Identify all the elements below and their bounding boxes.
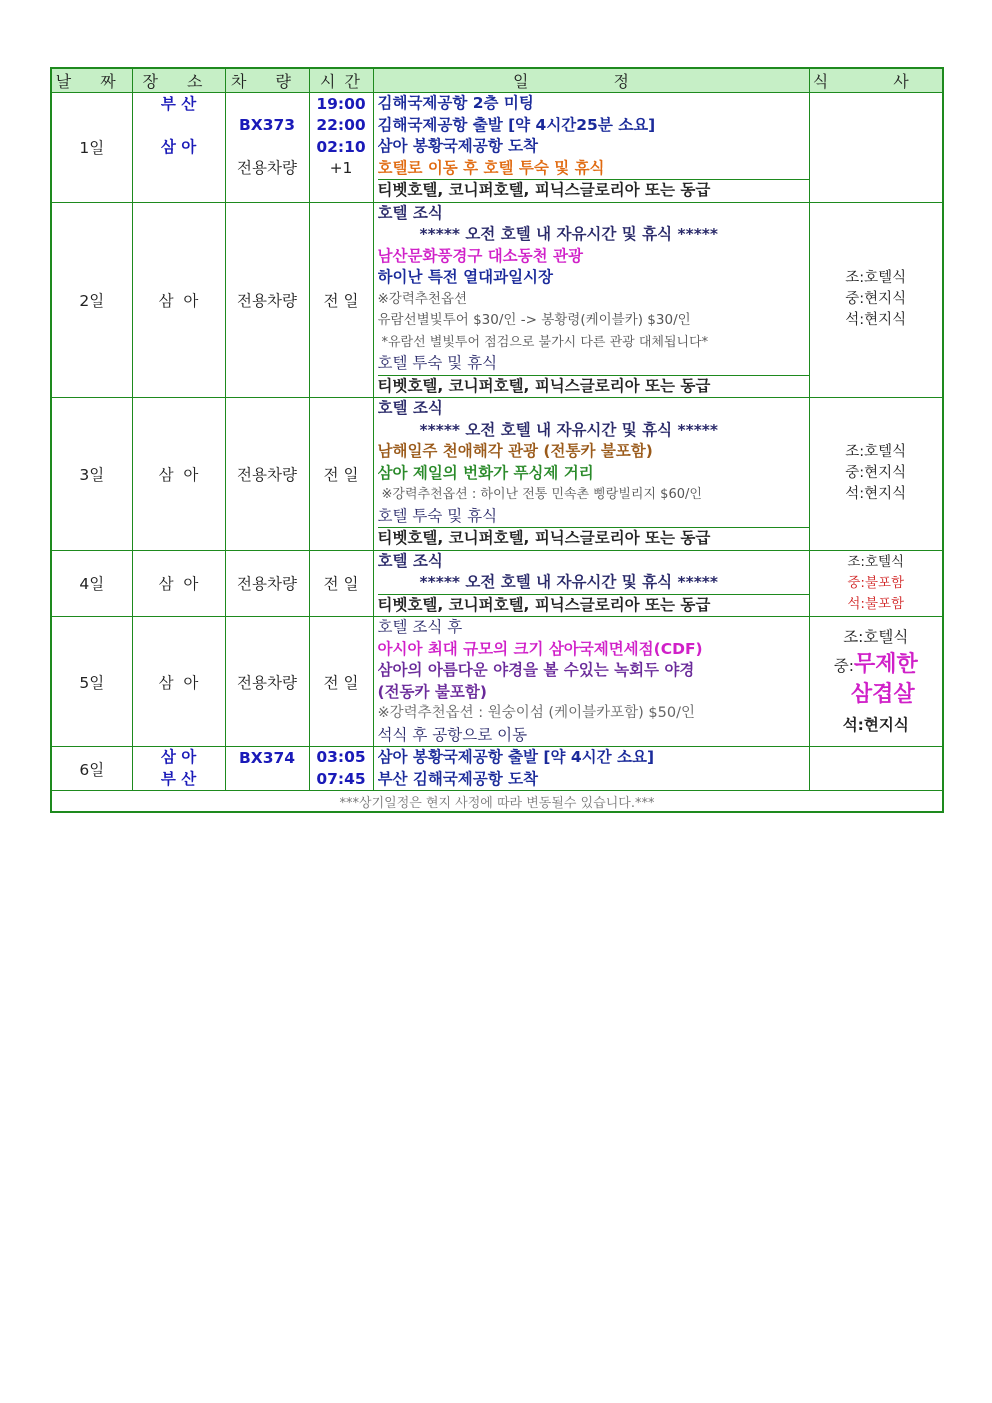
meal-lunch: 중:현지식	[845, 291, 907, 308]
meal-lunch-highlight-2: 삼겹살	[850, 681, 915, 707]
schedule-line: ※강력추천옵션	[377, 290, 468, 307]
vehicle-cell: BX374	[225, 747, 309, 791]
vehicle-cell: 전용차량	[225, 398, 309, 551]
vehicle-cell: 전용차량	[225, 202, 309, 398]
schedule-line: 김해국제공항 출발 [약 4시간25분 소요]	[377, 115, 656, 134]
meal-cell	[809, 747, 943, 791]
schedule-line: 호텔 조식	[377, 203, 443, 222]
schedule-line: 유람선별빛투어 $30/인 -> 봉황령(케이블카) $30/인	[377, 312, 691, 328]
hotel-line: 티벳호텔, 코니퍼호텔, 피닉스글로리아 또는 동급	[378, 594, 809, 617]
header-time: 시 간	[309, 68, 373, 93]
header-date: 날 짜	[51, 68, 132, 93]
day-cell: 2일	[51, 202, 132, 398]
meal-lunch	[810, 650, 943, 680]
meal-cell	[809, 398, 943, 551]
vehicle-line: BX373	[238, 116, 296, 134]
schedule-line: 삼아 봉황국제공항 출발 [약 4시간 소요]	[377, 748, 655, 766]
place-line	[133, 158, 225, 180]
meal-breakfast: 조:호텔식	[843, 627, 909, 646]
meal-cell	[809, 550, 943, 617]
meal-cell	[809, 617, 943, 747]
time-cell	[309, 93, 373, 203]
header-row	[51, 68, 943, 93]
schedule-cell	[373, 550, 809, 617]
schedule-line: 부산 김해국제공항 도착	[377, 769, 539, 788]
day-row-4	[51, 550, 943, 617]
day-cell: 4일	[51, 550, 132, 617]
time-cell: 전 일	[309, 550, 373, 617]
meal-cell	[809, 202, 943, 398]
schedule-line: ***** 오전 호텔 내 자유시간 및 휴식 *****	[419, 573, 719, 591]
schedule-cell	[373, 202, 809, 398]
meal-dinner: 석:현지식	[845, 312, 907, 329]
schedule-line: ※강력추천옵션 : 하이난 전통 민속촌 삥랑빌리지 $60/인	[381, 487, 702, 502]
schedule-line: 삼아 봉황국제공항 도착	[377, 137, 539, 155]
place-line: 부 산	[160, 94, 197, 113]
day-row-3	[51, 398, 943, 551]
time-cell: 전 일	[309, 398, 373, 551]
vehicle-cell: 전용차량	[225, 550, 309, 617]
time-line	[310, 180, 373, 202]
place-cell	[132, 747, 225, 791]
schedule-line: *유람선 별빛투어 점검으로 불가시 다른 관광 대체됩니다*	[381, 334, 709, 350]
time-line: 02:10	[316, 137, 366, 156]
schedule-line: 삼아 제일의 번화가 푸싱제 거리	[377, 463, 594, 482]
day-cell: 6일	[51, 747, 132, 791]
meal-dinner: 석:현지식	[845, 486, 907, 503]
place-cell: 삼 아	[132, 398, 225, 551]
meal-breakfast: 조:호텔식	[845, 444, 907, 461]
time-line: 03:05	[316, 748, 366, 766]
meal-lunch-prefix: 중:	[833, 656, 854, 675]
vehicle-cell: 전용차량	[225, 617, 309, 747]
meal-breakfast: 조:호텔식	[845, 270, 907, 287]
hotel-line: 티벳호텔, 코니퍼호텔, 피닉스글로리아 또는 동급	[378, 527, 809, 550]
schedule-line: ※강력추천옵션 : 원숭이섬 (케이블카포함) $50/인	[377, 705, 695, 721]
vehicle-line	[226, 137, 309, 159]
hotel-line: 티벳호텔, 코니퍼호텔, 피닉스글로리아 또는 동급	[378, 375, 809, 398]
itinerary-table	[50, 67, 944, 813]
time-cell	[309, 747, 373, 791]
footer-row	[51, 791, 943, 813]
schedule-line: 석식 후 공항으로 이동	[377, 725, 528, 744]
itinerary-table-wrapper	[50, 67, 942, 813]
schedule-line: ***** 오전 호텔 내 자유시간 및 휴식 *****	[419, 420, 719, 439]
day-row-2	[51, 202, 943, 398]
schedule-line: 남해일주 천애해각 관광 (전통카 불포함)	[377, 442, 653, 460]
place-cell: 삼 아	[132, 550, 225, 617]
schedule-line: ***** 오전 호텔 내 자유시간 및 휴식 *****	[419, 225, 719, 243]
place-line: 삼 아	[160, 137, 197, 156]
place-cell: 삼 아	[132, 202, 225, 398]
header-vehicle: 차 량	[225, 68, 309, 93]
vehicle-cell	[225, 93, 309, 203]
time-cell: 전 일	[309, 617, 373, 747]
vehicle-line: 전용차량	[237, 159, 297, 177]
header-meal: 식 사	[809, 68, 943, 93]
day-row-5	[51, 617, 943, 747]
day-row-6	[51, 747, 943, 791]
meal-dinner: 석:현지식	[842, 715, 909, 734]
day-cell: 5일	[51, 617, 132, 747]
schedule-cell	[373, 617, 809, 747]
meal-lunch-highlight-1: 무제한	[853, 651, 918, 677]
schedule-line: 호텔 투숙 및 휴식	[377, 506, 498, 525]
hotel-line: 티벳호텔, 코니퍼호텔, 피닉스글로리아 또는 동급	[378, 179, 809, 202]
footer-note: ***상기일정은 현지 사정에 따라 변동될수 있습니다.***	[51, 791, 943, 813]
time-cell: 전 일	[309, 202, 373, 398]
place-cell	[132, 93, 225, 203]
schedule-line: 호텔 투숙 및 휴식	[377, 354, 498, 372]
schedule-line: 남산문화풍경구 대소동천 관광	[377, 246, 583, 265]
time-line: 19:00	[316, 94, 366, 113]
schedule-line: 호텔 조식 후	[377, 618, 463, 636]
schedule-line: 호텔 조식	[377, 399, 443, 417]
meal-cell	[809, 93, 943, 203]
place-cell: 삼 아	[132, 617, 225, 747]
schedule-cell	[373, 747, 809, 791]
day-cell: 3일	[51, 398, 132, 551]
schedule-line: 호텔 조식	[377, 551, 443, 570]
schedule-line: 김해국제공항 2층 미팅	[377, 94, 534, 112]
meal-breakfast: 조:호텔식	[847, 553, 905, 570]
time-line: +1	[329, 159, 353, 177]
place-line: 부 산	[160, 769, 197, 788]
schedule-cell	[373, 93, 809, 203]
day-row-1	[51, 93, 943, 203]
schedule-line: 아시아 최대 규모의 크기 삼아국제면세점(CDF)	[377, 639, 703, 658]
meal-lunch: 중:불포함	[847, 574, 905, 591]
place-line: 삼 아	[160, 748, 197, 766]
meal-dinner: 석:불포함	[847, 595, 905, 612]
time-line: 22:00	[316, 116, 366, 134]
schedule-line: 삼아의 아름다운 야경을 볼 수있는 녹회두 야경	[377, 661, 695, 679]
meal-lunch: 중:현지식	[845, 465, 907, 482]
schedule-cell	[373, 398, 809, 551]
vehicle-line	[226, 180, 309, 202]
vehicle-line	[226, 94, 309, 116]
header-place: 장 소	[132, 68, 225, 93]
day-cell: 1일	[51, 93, 132, 203]
schedule-line: 호텔로 이동 후 호텔 투숙 및 휴식	[377, 158, 605, 177]
schedule-line: 하이난 특전 열대과일시장	[377, 268, 553, 286]
time-line: 07:45	[316, 769, 366, 788]
place-line	[133, 180, 225, 202]
schedule-line: (전동카 불포함)	[377, 682, 487, 701]
header-schedule: 일 정	[373, 68, 809, 93]
place-line	[133, 115, 225, 137]
